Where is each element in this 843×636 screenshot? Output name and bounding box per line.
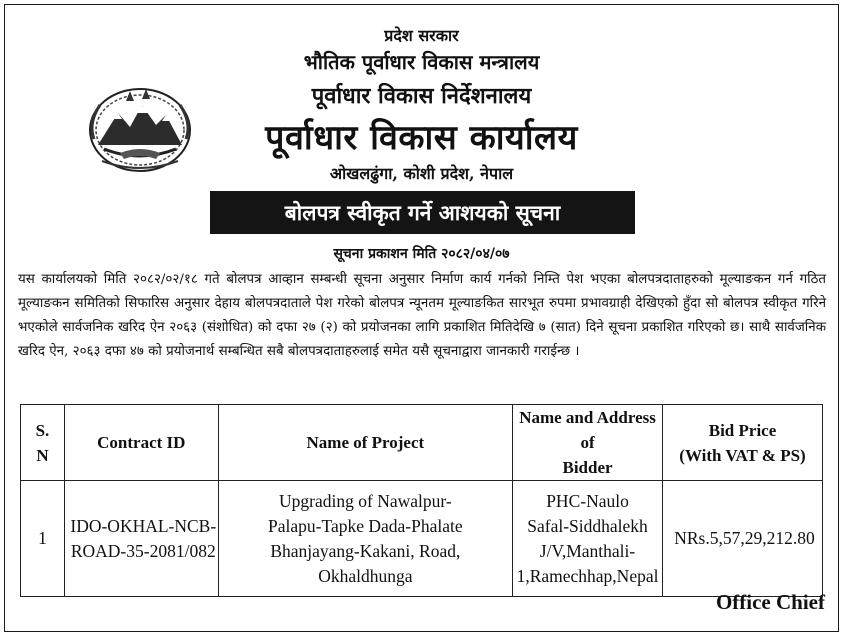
project-line1: Upgrading of Nawalpur- bbox=[279, 490, 452, 511]
project-line2: Palapu-Tapke Dada-Phalate bbox=[268, 515, 463, 536]
signature-office-chief: Office Chief bbox=[715, 590, 825, 614]
bidder-line4: 1,Ramechhap,Nepal bbox=[516, 565, 659, 586]
notice-title-banner: बोलपत्र स्वीकृत गर्ने आशयको सूचना bbox=[210, 191, 635, 234]
header-price-line2: (With VAT & PS) bbox=[679, 445, 806, 465]
office-name: पूर्वाधार विकास कार्यालय bbox=[265, 118, 578, 158]
notice-body: यस कार्यालयको मिति २०८२/०२/१८ गते बोलपत्र आव्हान सम्बन्धी सूचना अनुसार निर्माण कार्य गर्नको निम्ति पेश भएका बोलपत्रदाताहरुको मूल्याङकन गर्न गठित मूल्याङकन समितिको सिफारिस अनुसार देहाय बोलपत्रदाताले पेश गरेको बोलपत्र न्यूनतम मूल्याङकित सारभूत रुपमा प्रभावग्राही देखिएको हुँदा सो बोलपत्र स्वीकृत गरिने भएकोले सार्वजनिक खरिद ऐन २०६३ (संशोधित) को दफा २७ (२) को प्रयोजनका लागि प्रकाशित मितिदेखि ७ (सात) दिने सूचना प्रकाशित गरिएको छ। साथै सार्वजनिक खरिद ऐन, २०६३ दफा ४७ को प्रयोजनार्थ सम्बन्धित सबै बोलपत्रदाताहरुलाई समेत यसै सूचनाद्वारा जानकारी गराईन्छ । bbox=[18, 272, 826, 359]
project-line4: Okhaldhunga bbox=[318, 565, 413, 586]
contract-id-line1: IDO-OKHAL-NCB- bbox=[70, 515, 217, 536]
bidder-line2: Safal-Siddhalekh bbox=[527, 515, 648, 536]
cell-project bbox=[218, 481, 512, 597]
ministry-name: भौतिक पूर्वाधार विकास मन्त्रालय bbox=[303, 50, 540, 74]
table-header-row bbox=[21, 405, 823, 481]
header-sn-line1: S. bbox=[35, 420, 50, 440]
header-price-line1: Bid Price bbox=[708, 420, 777, 440]
office-address: ओखलढुंगा, कोशी प्रदेश, नेपाल bbox=[329, 164, 514, 183]
header-contract-id: Contract ID bbox=[64, 405, 218, 481]
bidder-line1: PHC-Naulo bbox=[546, 490, 629, 511]
header-bidder-line2: Bidder bbox=[562, 458, 613, 477]
header-project: Name of Project bbox=[218, 405, 512, 481]
contract-id-line2: ROAD-35-2081/082 bbox=[70, 540, 216, 561]
header-bidder bbox=[513, 405, 663, 481]
cell-bid-price: NRs.5,57,29,212.80 bbox=[663, 481, 823, 597]
government-level: प्रदेश सरकार bbox=[384, 26, 459, 45]
publish-date: सूचना प्रकाशन मिति २०८२/०४/०७ bbox=[333, 246, 510, 262]
header-bidder-line1: Name and Address of bbox=[519, 408, 656, 452]
cell-contract-id bbox=[64, 481, 218, 597]
bidder-line3: J/V,Manthali- bbox=[539, 540, 636, 561]
cell-sn: 1 bbox=[21, 481, 65, 597]
header-sn bbox=[21, 405, 65, 481]
header-bid-price bbox=[663, 405, 823, 481]
cell-bidder bbox=[513, 481, 663, 597]
table-row bbox=[21, 481, 823, 597]
directorate-name: पूर्वाधार विकास निर्देशनालय bbox=[311, 83, 532, 109]
project-line3: Bhanjayang-Kakani, Road, bbox=[270, 540, 461, 561]
header-sn-line2: N bbox=[36, 445, 49, 465]
bid-table bbox=[20, 404, 823, 597]
